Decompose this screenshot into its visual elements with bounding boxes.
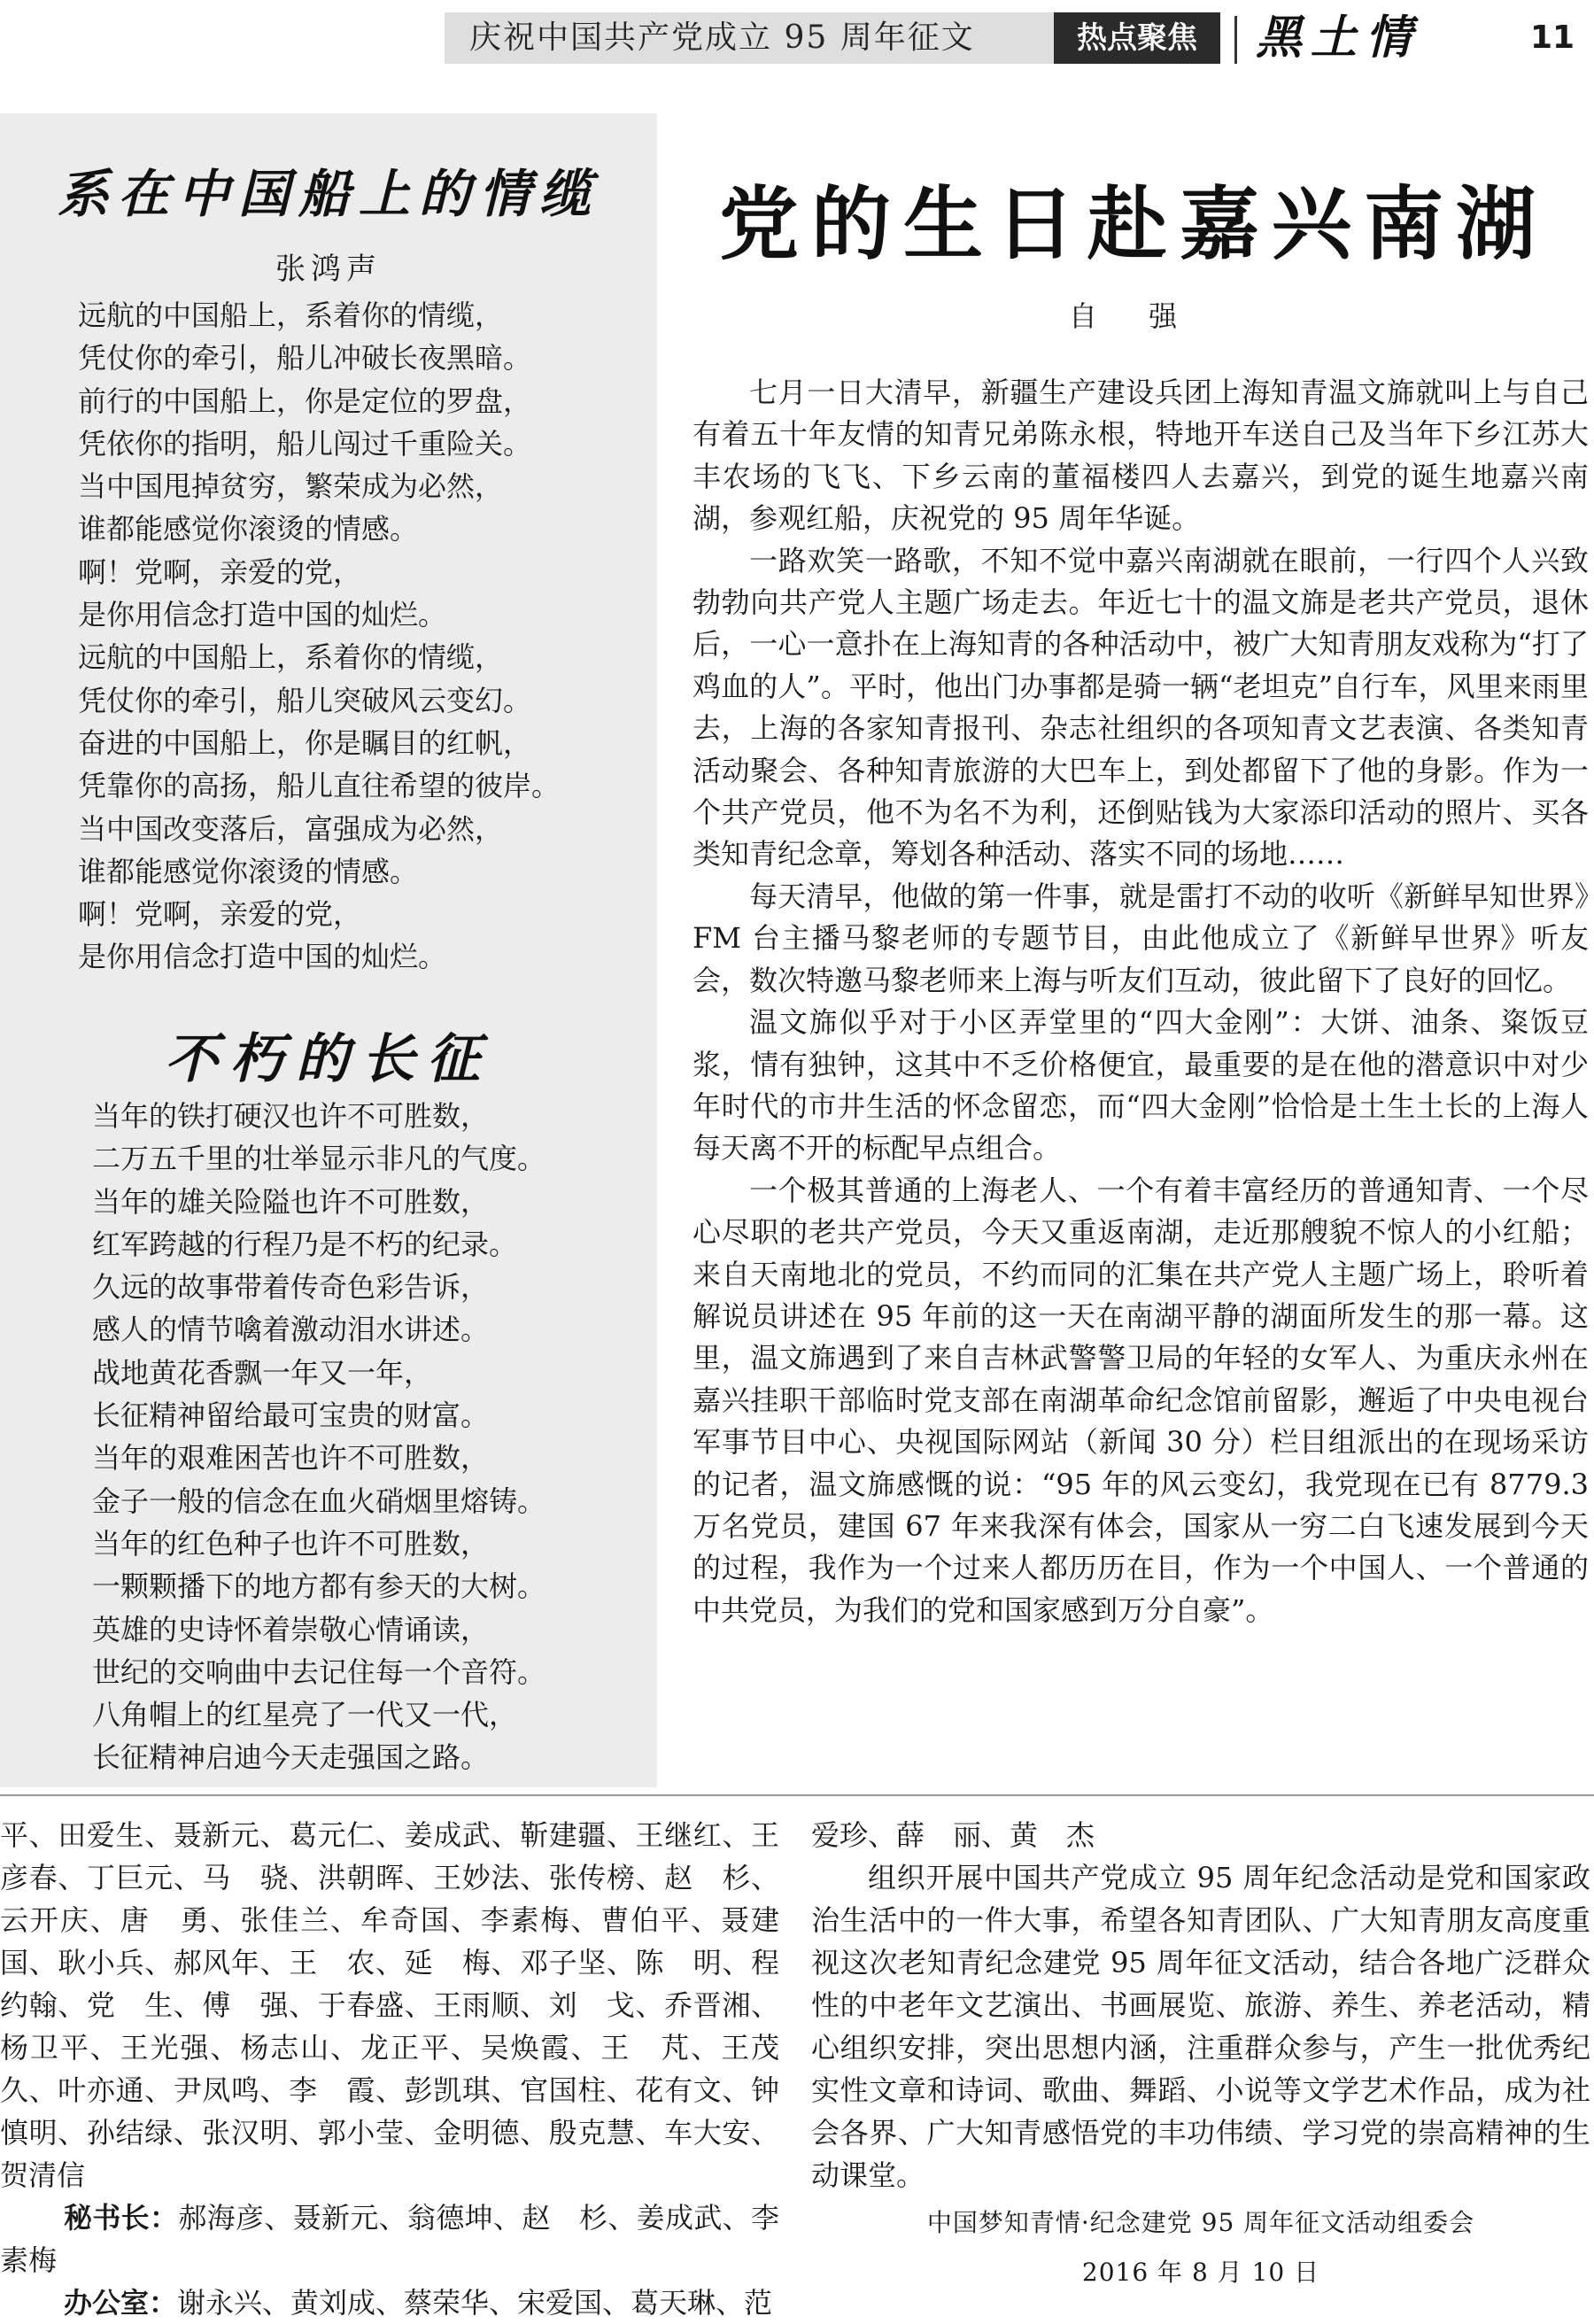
signature-date: 2016 年 8 月 10 日 (1081, 2258, 1320, 2287)
article-paragraph: 一个极其普通的上海老人、一个有着丰富经历的普通知青、一个尽心尽职的老共产党员，今天又重返南湖，走近那艘貌不惊人的小红船；来自天南地北的党员，不约而同的汇集在共产党人主题广场上，聆听着解说员讲述在 95 年前的这一天在南湖平静的湖面所发生的那一幕。这里，温文旆遇到了来自吉林武警警卫局的年轻的女军人、为重庆永州在嘉兴挂职干部临时党支部在南湖革命纪念馆前留影，邂逅了中央电视台军事节目中心、央视国际网站（新闻 30 分）栏目组派出的在现场采访的记者，温文旆感慨的说：“95 年的风云变幻，我党现在已有 8779.3 万名党员，建国 67 年来我深有体会，国家从一穷二白飞速发展到今天的过程，我作为一个过来人都历历在目，作为一个中国人、一个普通的中共党员，为我们的党和国家感到万分自豪”。 (693, 1173, 1589, 1627)
poem2-title: 不朽的长征 (165, 1028, 492, 1090)
poem-line: 世纪的交响曲中去记住每一个音符。 (92, 1654, 546, 1689)
poem-line: 八角帽上的红星亮了一代又一代， (92, 1698, 518, 1732)
poem-line: 当中国改变落后，富强成为必然， (78, 811, 504, 846)
article-paragraph: 每天清早，他做的第一件事，就是雷打不动的收听《新鲜早知世界》FM 台主播马黎老师的专题节目，由此他成立了《新鲜早世界》听友会，数次特邀马黎老师来上海与听友们互动，彼此留下了良好的回忆。 (693, 879, 1589, 997)
poem1-title: 系在中国船上的情缆 (57, 164, 600, 224)
article-paragraph: 一路欢笑一路歌，不知不觉中嘉兴南湖就在眼前，一行四个人兴致勃勃向共产党人主题广场走去。年近七十的温文旆是老共产党员，退休后，一心一意扑在上海知青的各种活动中，被广大知青朋友戏称为“打了鸡血的人”。平时，他出门办事都是骑一辆“老坦克”自行车，风里来雨里去，上海的各家知青报刊、杂志社组织的各项知青文艺表演、各类知青活动聚会、各种知青旅游的大巴车上，到处都留下了他的身影。作为一个共产党员，他不为名不为利，还倒贴钱为大家添印活动的照片、买各类知青纪念章，筹划各种活动、落实不同的场地…… (693, 543, 1589, 872)
poem-line: 当年的铁打硬汉也许不可胜数， (92, 1099, 490, 1133)
signature-org: 中国梦知青情·纪念建党 95 周年征文活动组委会 (926, 2208, 1475, 2237)
poem-line: 凭仗你的牵引，船儿突破风云变幻。 (78, 683, 532, 717)
poem-line: 长征精神留给最可宝贵的财富。 (92, 1398, 490, 1433)
secretary-row (0, 2196, 779, 2281)
poem-line: 红军跨越的行程乃是不朽的纪录。 (92, 1227, 518, 1261)
series-title: 庆祝中国共产党成立 95 周年征文 (469, 19, 975, 56)
poem-line: 当年的红色种子也许不可胜数， (92, 1526, 490, 1561)
poem-line: 是你用信念打造中国的灿烂。 (78, 940, 447, 974)
article-author: 自 强 (1068, 299, 1199, 333)
poem-line: 二万五千里的壮举显示非凡的气度。 (92, 1142, 546, 1176)
poem-line: 谁都能感觉你滚烫的情感。 (78, 512, 419, 546)
poem1-author: 张鸿声 (275, 252, 382, 287)
poem2-lines (92, 1095, 546, 1779)
secretary-label: 秘书长： (64, 2201, 179, 2235)
poem-line: 当中国甩掉贫穷，繁荣成为必然， (78, 469, 504, 504)
poem-line: 感人的情节噙着激动泪水讲述。 (92, 1313, 490, 1347)
page-number: 11 (1530, 19, 1575, 56)
secretary-names: 郝海彦、聂新元、翁德坤、赵 杉、姜成武、李素梅 (0, 2201, 779, 2277)
poem-line: 战地黄花香飘一年又一年， (92, 1355, 433, 1390)
article-title: 党的生日赴嘉兴南湖 (719, 178, 1548, 271)
office-names-continued: 爱珍、薛 丽、黄 杰 (811, 1818, 1095, 1852)
page-header (0, 0, 1594, 71)
poem-line: 当年的艰难困苦也许不可胜数， (92, 1441, 490, 1476)
poem-line: 远航的中国船上，系着你的情缆， (78, 298, 504, 332)
poem-line: 一颗颗播下的地方都有参天的大树。 (92, 1569, 546, 1604)
poem-line: 前行的中国船上，你是定位的罗盘， (78, 383, 532, 418)
notice-body: 组织开展中国共产党成立 95 周年纪念活动是党和国家政治生活中的一件大事，希望各知青团队、广大知青朋友高度重视这次老知青纪念建党 95 周年征文活动，结合各地广泛群众性的中老年文艺演出、书画展览、旅游、养生、养老活动，精心组织安排，突出思想内涵，注重群众参与，产生一批优秀纪实性文章和诗词、歌曲、舞蹈、小说等文学艺术作品，成为社会各界、广大知青感悟党的丰功伟绩、学习党的崇高精神的生动课堂。 (811, 1861, 1590, 2192)
poem-line: 是你用信念打造中国的灿烂。 (78, 598, 447, 632)
magazine-logo: 黑土情 (1256, 11, 1421, 65)
poem-line: 谁都能感觉你滚烫的情感。 (78, 854, 419, 888)
poem-line: 凭仗你的牵引，船儿冲破长夜黑暗。 (78, 341, 532, 376)
office-label: 办公室： (64, 2286, 178, 2320)
committee-list (0, 1814, 779, 2324)
notice-block (811, 1814, 1590, 2196)
article-paragraph: 七月一日大清早，新疆生产建设兵团上海知青温文旆就叫上与自己有着五十年友情的知青兄弟陈永根，特地开车送自己及当年下乡江苏大丰农场的飞飞、下乡云南的董福楼四人去嘉兴，到党的诞生地嘉兴南湖，参观红船，庆祝党的 95 周年华诞。 (693, 376, 1589, 536)
poem-line: 凭靠你的高扬，船儿直往希望的彼岸。 (78, 769, 561, 803)
article-paragraph: 温文旆似乎对于小区弄堂里的“四大金刚”：大饼、油条、粢饭豆浆，情有独钟，这其中不乏价格便宜，最重要的是在他的潜意识中对少年时代的市井生活的怀念留恋，而“四大金刚”恰恰是土生土长的上海人每天离不开的标配早点组合。 (693, 1005, 1589, 1166)
section-divider (0, 1794, 1594, 1796)
poem-line: 远航的中国船上，系着你的情缆， (78, 640, 504, 675)
office-names: 谢永兴、黄刘成、蔡荣华、宋爱国、葛天琳、范 (177, 2286, 773, 2320)
poem-line: 啊！党啊，亲爱的党， (78, 554, 362, 589)
poem-line: 长征精神启迪今天走强国之路。 (92, 1740, 490, 1775)
poem-line: 啊！党啊，亲爱的党， (78, 897, 362, 932)
poem-line: 奋进的中国船上，你是瞩目的红帆， (78, 725, 532, 760)
poem-line: 久远的故事带着传奇色彩告诉， (92, 1270, 490, 1305)
poem1-lines (78, 294, 560, 979)
poems-panel (0, 113, 657, 1787)
poem-line: 凭依你的指明，船儿闯过千重险关。 (78, 426, 532, 461)
section-badge: 热点聚焦 (1054, 12, 1220, 64)
members-list: 平、田爱生、聂新元、葛元仁、姜成武、靳建疆、王继红、王彦春、丁巨元、马 骁、洪朝晖、王妙法、张传榜、赵 杉、云开庆、唐 勇、张佳兰、牟奇国、李素梅、曹伯平、聂建国、耿小兵、郝风年、王 农、延 梅、邓子坚、陈 明、程约翰、党 生、傅 强、于春盛、王雨顺、刘 戈、乔晋湘、杨卫平、王光强、杨志山、龙正平、吴焕霞、王 芃、王茂久、叶亦通、尹凤鸣、李 霞、彭凯琪、官国柱、花有文、钟慎明、孙结绿、张汉明、郭小莹、金明德、殷克慧、车大安、贺清信 (0, 1818, 779, 2192)
poem-line: 当年的雄关险隘也许不可胜数， (92, 1184, 490, 1219)
poem-line: 金子一般的信念在血火硝烟里熔铸。 (92, 1483, 546, 1518)
office-row (0, 2281, 779, 2324)
poem-line: 英雄的史诗怀着崇敬心情诵读， (92, 1612, 490, 1646)
header-separator (1234, 16, 1237, 64)
article-body (693, 372, 1589, 1631)
